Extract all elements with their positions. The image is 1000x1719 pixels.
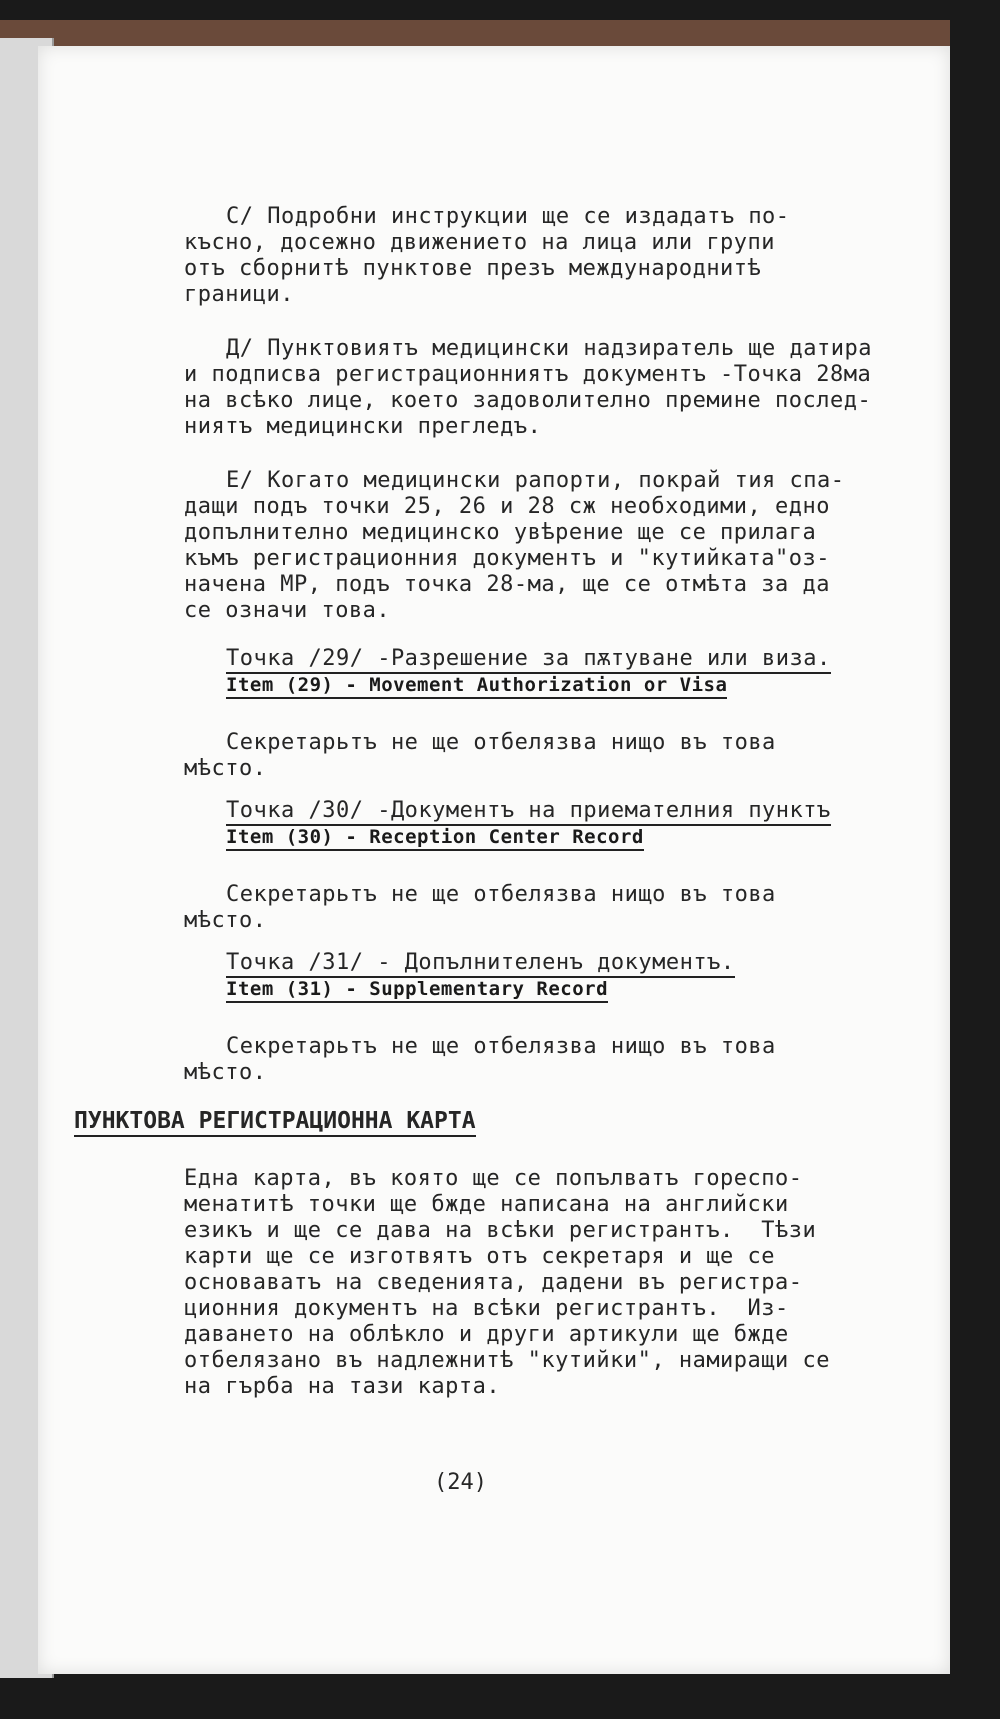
- item-29-note-line: Секретарьтъ не ще отбелязва нищо въ това: [226, 730, 776, 755]
- paragraph-e-line: допълнително медицинско увѣрение ще се прилага: [184, 520, 817, 545]
- section-body-line: карти ще се изготвятъ отъ секретаря и ще се: [184, 1244, 776, 1269]
- paragraph-d-line: на всѣко лице, което задоволително премине послед-: [184, 388, 872, 413]
- item-30-heading-en: Item (30) - Reception Center Record: [226, 824, 644, 850]
- paragraph-c-line: граници.: [184, 282, 294, 307]
- item-31-heading-en: Item (31) - Supplementary Record: [226, 976, 608, 1002]
- section-body-line: ционния документъ на всѣки регистрантъ. Из-: [184, 1296, 789, 1321]
- section-body-line: отбелязано въ надлежнитѣ "кутийки", намиращи се: [184, 1348, 831, 1373]
- paragraph-c-line: отъ сборнитѣ пунктове презъ международнитѣ: [184, 256, 762, 281]
- paragraph-e-line: се означи това.: [184, 598, 391, 623]
- paragraph-d-line: Д/ Пунктовиятъ медицински надзиратель ще датира: [226, 336, 873, 361]
- section-body-line: Една карта, въ която ще се попълватъ гореспо-: [184, 1166, 803, 1191]
- item-29-heading-bg: Точка /29/ -Разрешение за пѫтуване или виза.: [226, 646, 831, 672]
- paragraph-c-line: късно, досежно движението на лица или групи: [184, 230, 776, 255]
- section-heading: ПУНКТОВА РЕГИСТРАЦИОННА КАРТА: [74, 1108, 476, 1134]
- item-30-note-line: мѣсто.: [184, 908, 267, 933]
- item-30-note-line: Секретарьтъ не ще отбелязва нищо въ това: [226, 882, 776, 907]
- item-31-note-line: мѣсто.: [184, 1060, 267, 1085]
- paragraph-e-line: начена МР, подъ точка 28-ма, ще се отмѣта за да: [184, 572, 831, 597]
- section-body-line: на гърба на тази карта.: [184, 1374, 501, 1399]
- item-31-heading-bg: Точка /31/ - Допълнителенъ документъ.: [226, 950, 735, 976]
- section-body-line: даването на облѣкло и други артикули ще бжде: [184, 1322, 789, 1347]
- item-31-note-line: Секретарьтъ не ще отбелязва нищо въ това: [226, 1034, 776, 1059]
- document-page: [38, 46, 950, 1674]
- item-29-note-line: мѣсто.: [184, 756, 267, 781]
- section-body-line: основаватъ на сведенията, дадени въ регистра-: [184, 1270, 803, 1295]
- paragraph-d-line: ниятъ медицински прегледъ.: [184, 414, 542, 439]
- paragraph-e-line: дащи подъ точки 25, 26 и 28 сж необходими, едно: [184, 494, 831, 519]
- paragraph-d-line: и подписва регистрационниятъ документъ -Точка 28ма: [184, 362, 872, 387]
- item-30-heading-bg: Точка /30/ -Документъ на приемателния пунктъ: [226, 798, 831, 824]
- paragraph-e-line: Е/ Когато медицински рапорти, покрай тия спа-: [226, 468, 845, 493]
- paragraph-e-line: къмъ регистрационния документъ и "кутийката"оз-: [184, 546, 831, 571]
- section-body-line: езикъ и ще се дава на всѣки регистрантъ. Тѣзи: [184, 1218, 817, 1243]
- item-29-heading-en: Item (29) - Movement Authorization or Visa: [226, 672, 727, 698]
- paragraph-c-line: С/ Подробни инструкции ще се издадатъ по-: [226, 204, 790, 229]
- page-number: (24): [434, 1470, 487, 1495]
- section-body-line: менатитѣ точки ще бжде написана на английски: [184, 1192, 789, 1217]
